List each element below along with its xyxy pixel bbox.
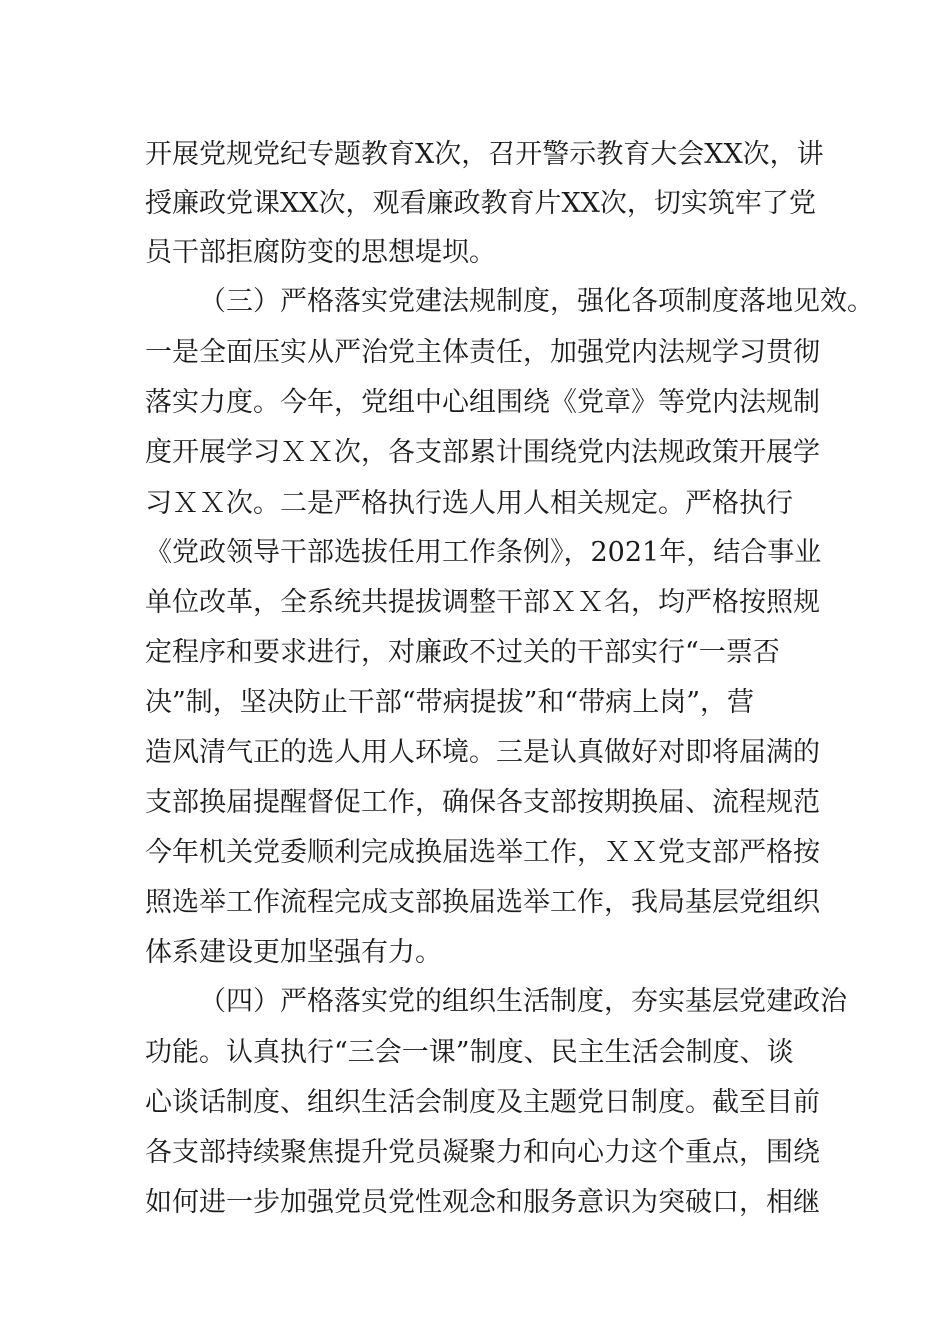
text-line: 各支部持续聚焦提升党员凝聚力和向心力这个重点，围绕	[145, 1137, 820, 1168]
text-line: 一是全面压实从严治党主体责任，加强党内法规学习贯彻	[145, 337, 820, 368]
text-line: 照选举工作流程完成支部换届选举工作，我局基层党组织	[145, 887, 820, 918]
section-heading-4: （四）严格落实党的组织生活制度，夯实基层党建政治	[199, 986, 847, 1017]
text-line: 员干部拒腐防变的思想堤坝。	[145, 237, 496, 268]
text-line: 落实力度。今年，党组中心组围绕《党章》等党内法规制	[145, 387, 820, 418]
text-line: 造风清气正的选人用人环境。三是认真做好对即将届满的	[145, 737, 820, 768]
text-line: 如何进一步加强党员党性观念和服务意识为突破口，相继	[145, 1187, 820, 1218]
text-line: 体系建设更加坚强有力。	[145, 937, 442, 968]
text-line: 决”制，坚决防止干部“带病提拔”和“带病上岗”，营	[145, 687, 755, 718]
text-line: 定程序和要求进行，对廉政不过关的干部实行“一票否	[145, 637, 780, 668]
text-line: 心谈话制度、组织生活会制度及主题党日制度。截至目前	[145, 1087, 820, 1118]
text-line: 支部换届提醒督促工作，确保各支部按期换届、流程规范	[145, 787, 820, 818]
section-heading-3: （三）严格落实党建法规制度，强化各项制度落地见效。	[199, 286, 874, 317]
text-line: 今年机关党委顺利完成换届选举工作，ＸＸ党支部严格按	[145, 837, 820, 868]
text-line: 度开展学习ＸＸ次，各支部累计围绕党内法规政策开展学	[145, 437, 820, 468]
text-line: 开展党规党纪专题教育X次，召开警示教育大会XX次，讲	[145, 139, 824, 170]
text-line: 功能。认真执行“三会一课”制度、民主生活会制度、谈	[145, 1037, 794, 1068]
text-line: 习ＸＸ次。二是严格执行选人用人相关规定。严格执行	[145, 488, 793, 519]
text-line: 单位改革，全系统共提拔调整干部ＸＸ名，均严格按照规	[145, 587, 820, 618]
text-line: 《党政领导干部选拔任用工作条例》，2021年，结合事业	[145, 537, 822, 568]
text-line: 授廉政党课XX次，观看廉政教育片XX次，切实筑牢了党	[145, 188, 816, 219]
